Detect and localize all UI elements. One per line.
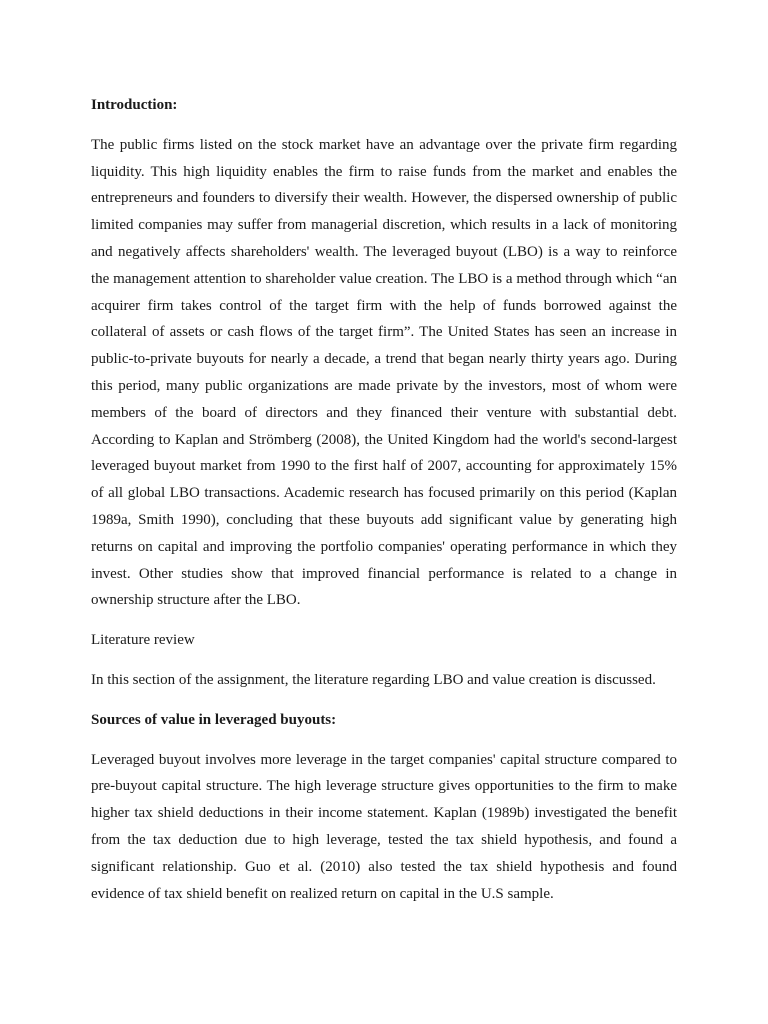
literature-review-paragraph: In this section of the assignment, the literature regarding LBO and value creation is discussed. (91, 671, 656, 688)
literature-review-heading: Literature review (91, 632, 195, 649)
sources-of-value-paragraph: Leveraged buyout involves more leverage in the target companies' capital structure compared to pre-buyout capital structure. The high leverage structure gives opportunities to the firm to make higher tax shield deductions in their income statement. Kaplan (1989b) investigated the benefit from the tax deduction due to high leverage, tested the tax shield hypothesis, and found a significant relationship. Guo et al. (2010) also tested the tax shield hypothesis and found evidence of tax shield benefit on realized return on capital in the U.S sample. (91, 751, 677, 902)
introduction-paragraph: The public firms listed on the stock market have an advantage over the private firm regarding liquidity. This high liquidity enables the firm to raise funds from the market and enables the entrepreneurs and founders to diversify their wealth. However, the dispersed ownership of public limited companies may suffer from managerial discretion, which results in a lack of monitoring and negatively affects shareholders' wealth. The leveraged buyout (LBO) is a way to reinforce the management attention to shareholder value creation. The LBO is a method through which “an acquirer firm takes control of the target firm with the help of funds borrowed against the collateral of assets or cash flows of the target firm”. The United States has seen an increase in public-to-private buyouts for nearly a decade, a trend that began nearly thirty years ago. During this period, many public organizations are made private by the investors, most of whom were members of the board of directors and they financed their venture with substantial debt. According to Kaplan and Strömberg (2008), the United Kingdom had the world's second-largest leveraged buyout market from 1990 to the first half of 2007, accounting for approximately 15% of all global LBO transactions. Academic research has focused primarily on this period (Kaplan 1989a, Smith 1990), concluding that these buyouts add significant value by generating high returns on capital and improving the portfolio companies' operating performance in which they invest. Other studies show that improved financial performance is related to a change in ownership structure after the LBO. (91, 136, 677, 609)
introduction-heading: Introduction: (91, 97, 178, 113)
sources-of-value-heading: Sources of value in leveraged buyouts: (91, 711, 337, 728)
document-page (91, 92, 677, 907)
